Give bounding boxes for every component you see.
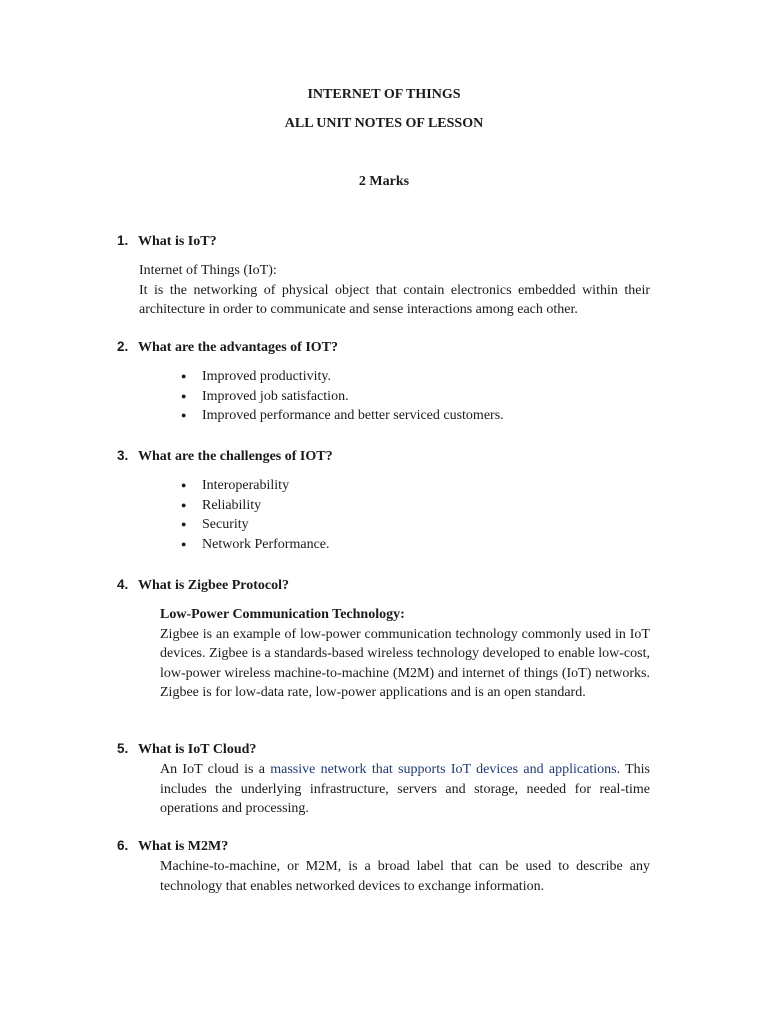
cloud-definition-link[interactable]: massive network that supports IoT devices and applications	[264, 762, 617, 777]
list-item: ● Network Performance.	[181, 535, 330, 555]
question-5	[117, 741, 256, 758]
list-item: ● Improved job satisfaction.	[181, 387, 504, 407]
advantages-list	[181, 367, 504, 426]
answer-text: . This	[616, 762, 650, 777]
answer-line: architecture in order to communicate and sense interactions among each other.	[139, 302, 578, 317]
question-number: 2.	[117, 339, 129, 354]
list-item: ● Improved productivity.	[181, 367, 504, 387]
challenges-list	[181, 476, 330, 554]
answer-5	[160, 760, 650, 819]
answer-line: technology that enables networked devices to exchange information.	[160, 878, 545, 894]
question-number: 3.	[117, 448, 129, 463]
document-subtitle: ALL UNIT NOTES OF LESSON	[284, 116, 484, 131]
question-number: 1.	[117, 233, 129, 248]
list-item: ● Interoperability	[181, 476, 330, 496]
question-text: What are the advantages of IOT?	[138, 340, 339, 355]
question-3	[117, 448, 333, 465]
question-text: What is IoT Cloud?	[138, 742, 257, 757]
document-title: INTERNET OF THINGS	[307, 87, 461, 102]
question-6	[117, 838, 228, 855]
answer-line: Machine-to-machine, or M2M, is a broad label that can be used to describe any	[160, 859, 650, 874]
answer-line: operations and processing.	[160, 801, 309, 816]
question-4	[117, 577, 289, 594]
answer-line: It is the networking of physical object that contain electronics embedded within their	[139, 282, 650, 298]
question-number: 4.	[117, 577, 129, 592]
answer-subheading: Low-Power Communication Technology:	[160, 607, 405, 622]
question-number: 5.	[117, 741, 129, 756]
list-item: ● Improved performance and better serviced customers.	[181, 406, 504, 426]
answer-1	[139, 261, 650, 320]
list-item: ● Reliability	[181, 496, 330, 516]
question-1	[117, 233, 217, 250]
answer-6	[160, 857, 650, 896]
answer-line: low-power wireless machine-to-machine (M2M) and internet of things (IoT) networks.	[160, 665, 650, 681]
answer-line: devices. Zigbee is a standards-based wireless technology developed to enable low-cost,	[160, 646, 650, 661]
question-number: 6.	[117, 838, 129, 853]
answer-line: Zigbee is for low-data rate, low-power applications and is an open standard.	[160, 685, 586, 700]
answer-text: An IoT cloud is a	[160, 762, 265, 777]
answer-lead: Internet of Things (IoT):	[139, 263, 277, 278]
answer-line: Zigbee is an example of low-power communication technology commonly used in IoT	[160, 626, 650, 642]
section-heading: 2 Marks	[358, 174, 410, 189]
question-text: What is IoT?	[138, 234, 217, 249]
answer-line	[160, 760, 650, 780]
answer-line: includes the underlying infrastructure, servers and storage, needed for real-time	[160, 781, 650, 797]
question-text: What is Zigbee Protocol?	[138, 578, 290, 593]
question-text: What is M2M?	[138, 839, 229, 854]
list-item: ● Security	[181, 515, 330, 535]
question-2	[117, 339, 338, 356]
answer-4	[160, 605, 650, 703]
question-text: What are the challenges of IOT?	[138, 449, 333, 464]
